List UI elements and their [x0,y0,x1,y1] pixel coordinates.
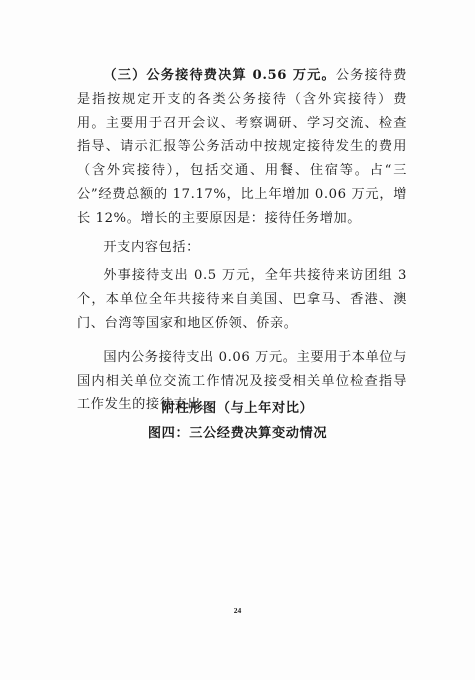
page-number: 24 [233,606,242,615]
section-heading: （三）公务接待费决算 0.56 万元。 [103,68,336,83]
appendix-heading-block [0,396,475,446]
appendix-title: 附柱形图（与上年对比） [161,401,314,416]
section-body: 公务接待费是指按规定开支的各类公务接待（含外宾接待）费用。主要用于召开会议、考察调研、学习交流、检查指导、请示汇报等公务活动中按规定接待发生的费用（含外宾接待），包括交通、用餐、住宿等。占“三公”经费总额的 17.17%，比上年增加 0.06 万元，增长 12%。增长的主要原因是：接待任务增加。 [77,68,407,226]
foreign-reception-paragraph: 外事接待支出 0.5 万元，全年共接待来访团组 3 个，本单位全年共接待来自美国、巴拿马、香港、澳门、台湾等国家和地区侨领、侨亲。 [77,268,407,331]
body-text [77,64,407,417]
expense-intro: 开支内容包括： [103,239,200,255]
figure-title: 图四：三公经费决算变动情况 [147,426,328,441]
domestic-reception-paragraph: 国内公务接待支出 0.06 万元。主要用于本单位与国内相关单位交流工作情况及接受相关单位检查指导工作发生的接待支出。 [77,349,407,413]
reception-expense-paragraph [77,64,407,231]
